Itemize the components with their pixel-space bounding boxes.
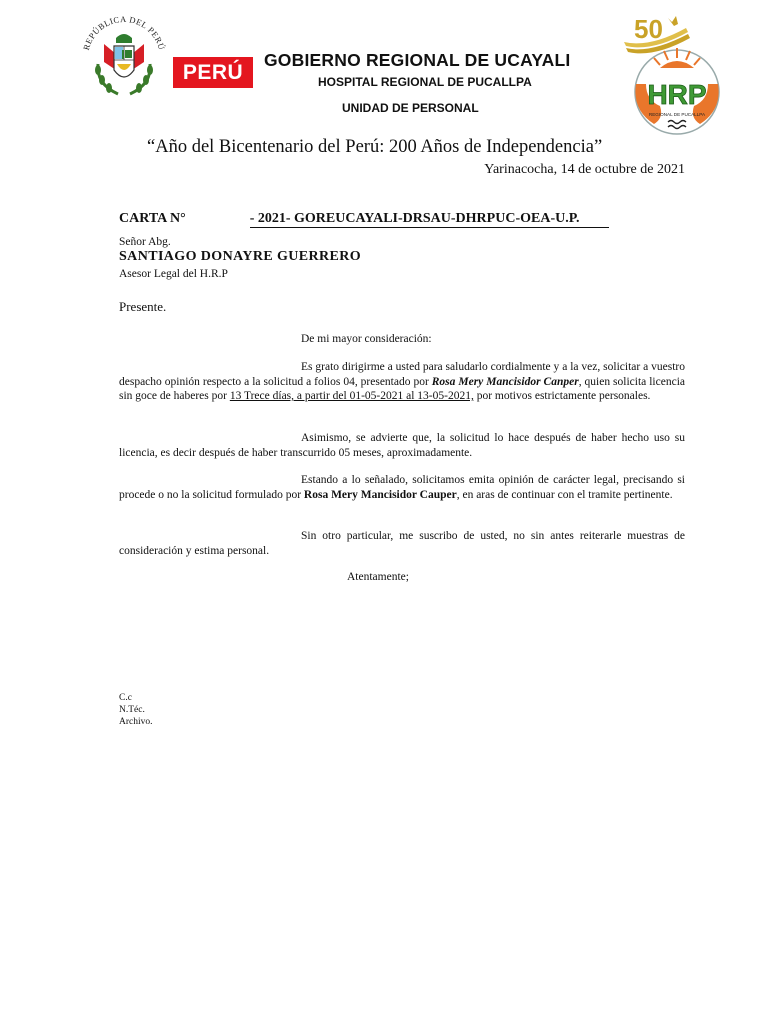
- presente: Presente.: [119, 299, 167, 314]
- applicant-name: Rosa Mery Mancisidor Canper: [431, 375, 579, 388]
- government-title: GOBIERNO REGIONAL DE UCAYALI: [264, 50, 571, 70]
- paragraph-legal-opinion: Estando a lo señalado, solicitamos emita opinión de carácter legal, precisando si procede o no la solicitud formulado por Rosa Mery Mancisidor Cauper, en aras de continuar con el tramite pertinente.: [119, 474, 685, 501]
- carta-prefix: CARTA N°: [119, 211, 186, 226]
- hrp-logo-caption: REGIONAL DE PUCALLPA: [648, 112, 706, 117]
- hrp-logo-text: HRP: [647, 79, 707, 110]
- unit-title: UNIDAD DE PERSONAL: [342, 101, 479, 115]
- copy-list: [119, 692, 153, 728]
- hospital-hands-logo-icon: [624, 44, 730, 136]
- paragraph-observation: Asimismo, se advierte que, la solicitud lo hace después de haber hecho uso su licencia, es decir después de haber transcurrido 05 meses, aproximadamente.: [119, 432, 685, 459]
- cc-line: Archivo.: [119, 717, 153, 727]
- carta-code: - 2021- GOREUCAYALI-DRSAU-DHRPUC-OEA-U.P.: [250, 211, 610, 228]
- seal-caption: REPÚBLICA DEL PERÚ: [80, 14, 168, 52]
- applicant-name-bold: Rosa Mery Mancisidor Cauper: [303, 488, 457, 501]
- peru-badge: PERÚ: [173, 57, 253, 88]
- cc-line: N.Téc.: [119, 705, 145, 715]
- hospital-title: HOSPITAL REGIONAL DE PUCALLPA: [318, 75, 532, 89]
- closing: Atentamente;: [347, 571, 409, 583]
- greeting: De mi mayor consideración:: [301, 333, 432, 345]
- paragraph-closing: Sin otro particular, me suscribo de usted, no sin antes reiterarle muestras de consideración y estima personal.: [119, 530, 685, 557]
- carta-number-line: [119, 211, 609, 228]
- coat-of-arms-icon: [78, 14, 170, 98]
- paragraph-request: Es grato dirigirme a usted para saludarlo cordialmente y a la vez, solicitar a vuestro despacho opinión respecto a la solicitud a folios 04, presentado por Rosa Mery Mancisidor Canper, quien solicita licencia sin goce de haberes por 13 Trece días, a partir del 01-05-2021 al 13-05-2021, por motivos estrictamente personales.: [119, 361, 685, 402]
- cc-line: C.c: [119, 693, 132, 703]
- recipient-salutation: Señor Abg.: [119, 236, 171, 248]
- recipient-name: SANTIAGO DONAYRE GUERRERO: [119, 249, 362, 264]
- recipient-role: Asesor Legal del H.R.P: [119, 268, 228, 280]
- anniversary-number: 50: [634, 14, 663, 44]
- leave-period: 13 Trece días, a partir del 01-05-2021 al 13-05-2021,: [229, 390, 474, 402]
- year-motto: “Año del Bicentenario del Perú: 200 Años de Independencia”: [147, 137, 603, 157]
- date-line: Yarinacocha, 14 de octubre de 2021: [484, 162, 685, 177]
